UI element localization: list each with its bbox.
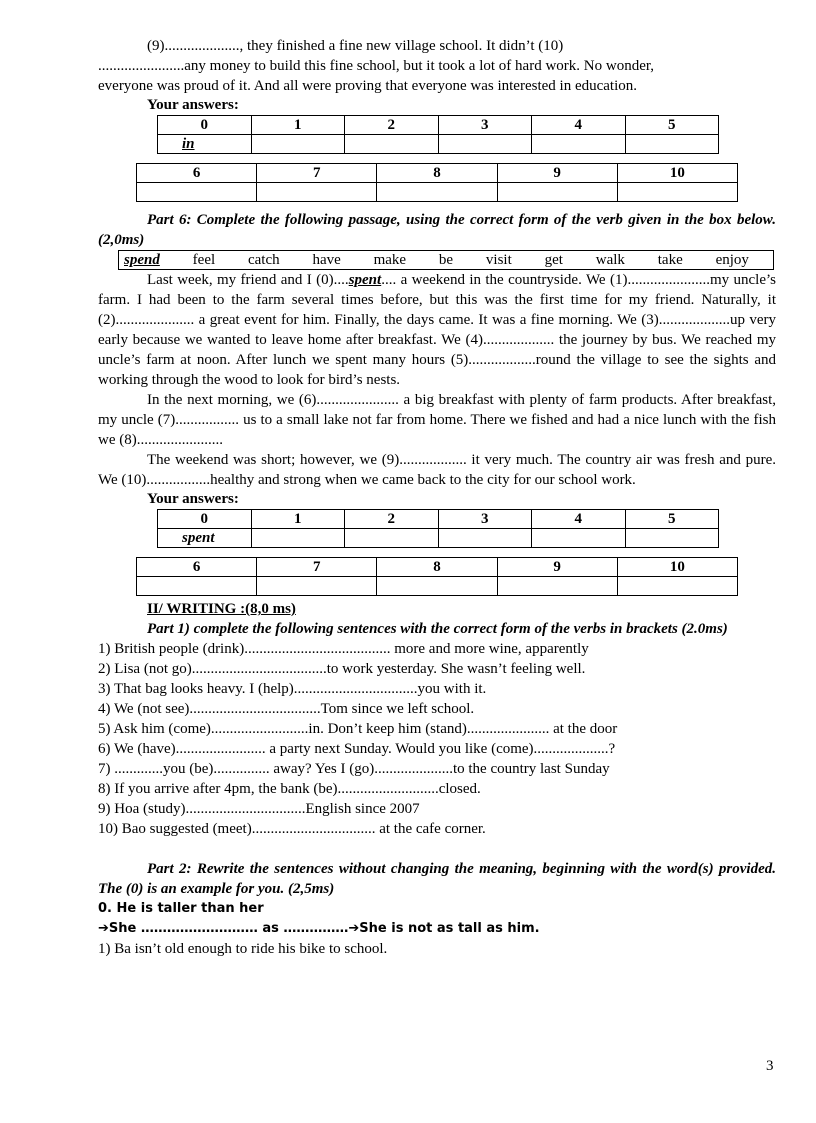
exercise-list (98, 639, 776, 839)
answer-cell[interactable] (617, 577, 737, 596)
answer-header: 9 (497, 164, 617, 183)
verb-word: visit (485, 252, 512, 268)
answer-cell[interactable] (625, 135, 719, 154)
example-question: 0. He is taller than her (98, 901, 264, 916)
answer-header: 1 (251, 510, 345, 529)
answer-cell[interactable] (251, 135, 345, 154)
verb-word-box (118, 250, 774, 270)
exercise-item: 1) British people (drink)....................................... more and more wine, apparently (98, 641, 589, 657)
answer-header: 10 (617, 164, 737, 183)
exercise-item: 6) We (have)........................ a party next Sunday. Would you like (come)....................? (98, 741, 616, 757)
answer-table-b (136, 163, 738, 202)
verb-word: feel (192, 252, 216, 268)
exercise-item: 2) Lisa (not go)....................................to work yesterday. She wasn’t feeling well. (98, 661, 586, 677)
answer-header: 9 (497, 558, 617, 577)
example-answer: spent (348, 272, 382, 288)
verb-word: spend (124, 252, 160, 268)
answer-header: 7 (257, 164, 377, 183)
passage-text: Last week, my friend and I (0).... (147, 272, 349, 288)
exercise-item: 1) Ba isn’t old enough to ride his bike to school. (98, 941, 388, 957)
answer-header: 6 (137, 164, 257, 183)
answer-cell[interactable] (345, 135, 439, 154)
passage-paragraph (98, 270, 776, 390)
exercise-item: 9) Hoa (study)................................English since 2007 (98, 801, 420, 817)
answer-header: 0 (158, 510, 252, 529)
passage-paragraph: The weekend was short; however, we (9).................. it very much. The country air was fresh and pure. We (10).................healthy and strong when we came back to the city for our school work. (98, 452, 776, 488)
answer-header: 5 (625, 510, 719, 529)
answer-header: 6 (137, 558, 257, 577)
answer-cell[interactable] (617, 183, 737, 202)
answer-header: 2 (345, 116, 439, 135)
part6-heading: Part 6: Complete the following passage, using the correct form of the verb given in the box below. (2,0ms) (98, 212, 776, 248)
verb-word: be (438, 252, 454, 268)
answer-header: 8 (377, 558, 497, 577)
answer-header: 8 (377, 164, 497, 183)
answer-header: 3 (438, 116, 532, 135)
answers-label: Your answers: (147, 97, 239, 113)
answer-cell[interactable] (377, 577, 497, 596)
answer-cell-example[interactable]: in (158, 135, 252, 154)
answer-header: 1 (251, 116, 345, 135)
answer-table-a (157, 509, 719, 548)
verb-word: catch (247, 252, 280, 268)
answer-header: 0 (158, 116, 252, 135)
answer-cell[interactable] (345, 529, 439, 548)
exercise-item: 10) Bao suggested (meet)................................. at the cafe corner. (98, 821, 486, 837)
passage-text: (1)......................my uncle’s farm. I had been to the farm several times before, but this was the first time for my friend. Naturally, it (2)..................... a great event for him. Finally, the days came. It was a fine morning. We (3)...................up very early because we wanted to leave home after breakfast. We (4)................... the journey by bus. We reached my uncle’s farm at noon. After lunch we spent many hours (5)..................round the village to see the sights and working through the wood to look for bird’s nests. (98, 272, 776, 388)
answer-table-a (157, 115, 719, 154)
answer-header: 3 (438, 510, 532, 529)
answer-header: 2 (345, 510, 439, 529)
verb-word: get (544, 252, 563, 268)
answer-cell[interactable] (438, 135, 532, 154)
answer-cell[interactable] (257, 183, 377, 202)
answer-cell[interactable] (137, 577, 257, 596)
answer-cell[interactable] (532, 135, 626, 154)
passage-line: everyone was proud of it. And all were proving that everyone was interested in education. (98, 78, 637, 94)
passage-text: .... a weekend in the countryside. We (381, 272, 606, 288)
page-number: 3 (766, 1058, 774, 1074)
exercise-item: 8) If you arrive after 4pm, the bank (be)...........................closed. (98, 781, 481, 797)
answer-cell[interactable] (532, 529, 626, 548)
answer-cell[interactable] (137, 183, 257, 202)
verb-word: enjoy (715, 252, 749, 268)
writing-title: II/ WRITING :(8,0 ms) (147, 601, 296, 617)
answer-cell-example[interactable]: spent (158, 529, 252, 548)
answers-label: Your answers: (147, 491, 239, 507)
worksheet-page (98, 36, 776, 959)
exercise-item: 7) .............you (be)............... away? Yes I (go).....................to the country last Sunday (98, 761, 610, 777)
exercise-item: 5) Ask him (come)..........................in. Don’t keep him (stand)...................... at the door (98, 721, 618, 737)
passage-line: .......................any money to build this fine school, but it took a lot of hard work. No wonder, (98, 58, 654, 74)
verb-word: walk (595, 252, 625, 268)
verb-word: have (312, 252, 341, 268)
answer-header: 4 (532, 510, 626, 529)
verb-word: take (657, 252, 683, 268)
answer-cell[interactable] (497, 577, 617, 596)
answer-header: 10 (617, 558, 737, 577)
answer-cell[interactable] (377, 183, 497, 202)
example-answer-line: ➔She ……………………… as ……………➔She is not as tall as him. (98, 921, 540, 936)
part1-heading: Part 1) complete the following sentences with the correct form of the verbs in brackets (2.0ms) (147, 621, 728, 637)
passage-paragraph: In the next morning, we (6)...................... a big breakfast with plenty of farm products. After breakfast, my uncle (7)................. us to a small lake not far from home. There we fished and had a nice lunch with the fish we (8)....................... (98, 392, 776, 448)
answer-header: 4 (532, 116, 626, 135)
exercise-item: 4) We (not see)...................................Tom since we left school. (98, 701, 475, 717)
answer-cell[interactable] (251, 529, 345, 548)
part2-heading: Part 2: Rewrite the sentences without changing the meaning, beginning with the word(s) provided. The (0) is an example for you. (2,5ms) (98, 861, 776, 897)
answer-cell[interactable] (257, 577, 377, 596)
verb-word: make (373, 252, 407, 268)
answer-header: 5 (625, 116, 719, 135)
passage-line: (9)...................., they finished a fine new village school. It didn’t (10) (147, 38, 564, 54)
answer-header: 7 (257, 558, 377, 577)
answer-cell[interactable] (497, 183, 617, 202)
answer-cell[interactable] (438, 529, 532, 548)
answer-cell[interactable] (625, 529, 719, 548)
exercise-item: 3) That bag looks heavy. I (help).................................you with it. (98, 681, 487, 697)
answer-table-b (136, 557, 738, 596)
